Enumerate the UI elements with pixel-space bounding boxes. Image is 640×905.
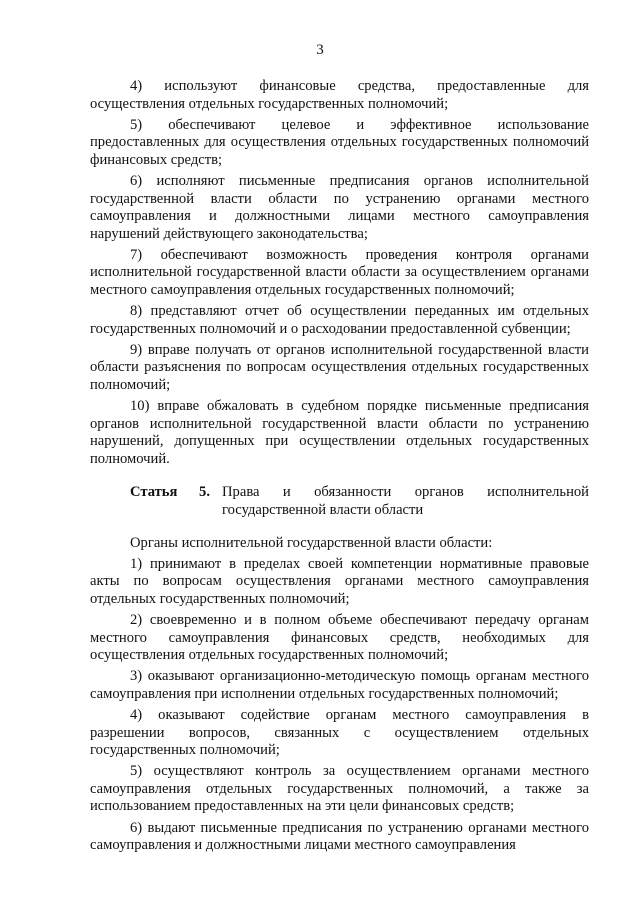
list-item: 1) принимают в пределах своей компетенции нормативные правовые акты по вопросам осуществления органами местного самоуправления отдельных государственных полномочий; [90,555,589,607]
list-item: 5) осуществляют контроль за осуществлением органами местного самоуправления отдельных государственных полномочий, а также за использованием предоставленных на эти цели финансовых средств; [90,763,589,815]
article-heading [90,484,589,519]
article-title: Права и обязанности органов исполнительной государственной власти области [222,484,589,519]
list-item: 3) оказывают организационно-методическую помощь органам местного самоуправления при исполнении отдельных государственных полномочий; [90,668,589,702]
list-item: 6) выдают письменные предписания по устранению органами местного самоуправления и должностными лицами местного самоуправления [90,819,589,854]
article-number: 5. [199,484,210,501]
page-number: 3 [316,42,324,58]
list-item: 8) представляют отчет об осуществлении переданных им отдельных государственных полномочий и о расходовании предоставленной субвенции; [90,303,589,337]
list-item: 2) своевременно и в полном объеме обеспечивают передачу органам местного самоуправления финансовых средств, необходимых для осуществления отдельных государственных полномочий; [90,612,589,664]
article-word: Статья [130,484,178,501]
section-intro: Органы исполнительной государственной власти области: [130,534,493,551]
list-item: 9) вправе получать от органов исполнительной государственной власти области разъяснения по вопросам осуществления отдельных государственных полномочий; [90,341,589,393]
article-label [90,484,222,519]
list-item: 4) оказывают содействие органам местного самоуправления в разрешении вопросов, связанных с осуществлением отдельных государственных полномочий; [90,707,589,759]
list-item: 5) обеспечивают целевое и эффективное использование предоставленных для осуществления отдельных государственных полномочий финансовых средств; [90,116,589,168]
list-item: 4) используют финансовые средства, предоставленные для осуществления отдельных государственных полномочий; [90,78,589,112]
list-item: 10) вправе обжаловать в судебном порядке письменные предписания органов исполнительной государственной власти области по устранению нарушений, допущенных при осуществлении отдельных государственных полномочий. [90,398,589,467]
list-item: 7) обеспечивают возможность проведения контроля органами исполнительной государственной власти области за осуществлением органами местного самоуправления отдельных государственных полномочий; [90,246,589,299]
document-body [90,78,589,855]
list-item: 6) исполняют письменные предписания органов исполнительной государственной власти области по устранению органами местного самоуправления и должностными лицами местного самоуправления нарушений действующего законодательства; [90,172,589,242]
